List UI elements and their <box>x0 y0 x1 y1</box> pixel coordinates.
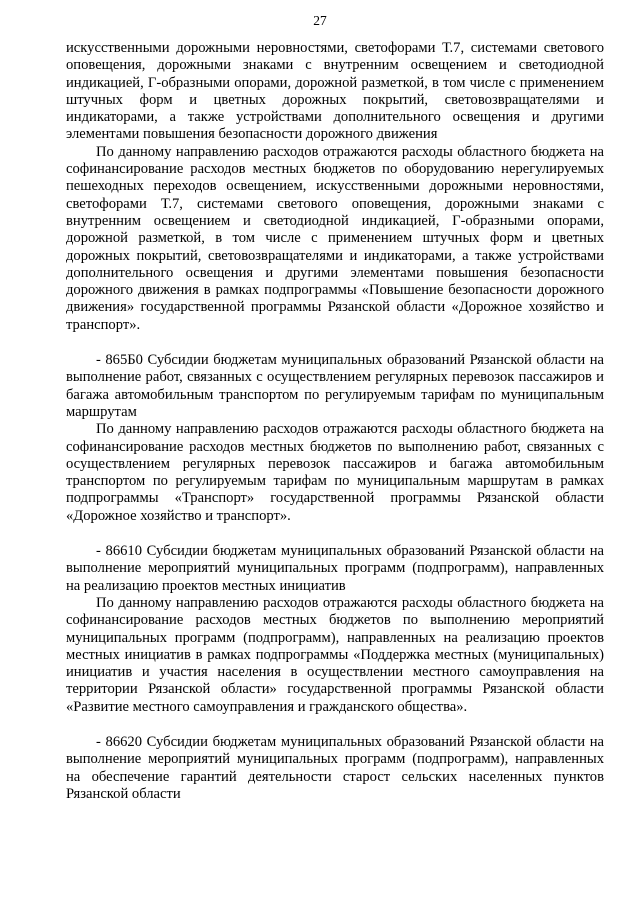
section-gap <box>66 525 604 543</box>
paragraph-expense-description: По данному направлению расходов отражаются расходы областного бюджета на софинансирование расходов местных бюджетов по выполнению мероприятий муниципальных программ (подпрограмм), направленных на реализацию проектов местных инициатив в рамках подпрограммы «Поддержка местных (муниципальных) инициатив и участия населения в осуществлении местного самоуправления на территории Рязанской области» государственной программы Рязанской области «Развитие местного самоуправления и гражданского общества». <box>66 594 604 715</box>
paragraph-expense-description: По данному направлению расходов отражаются расходы областного бюджета на софинансирование расходов местных бюджетов по выполнению работ, связанных с осуществлением регулярных перевозок пассажиров и багажа автомобильным транспортом по регулируемым тарифам по муниципальным маршрутам в рамках подпрограммы «Транспорт» государственной программы Рязанской области «Дорожное хозяйство и транспорт». <box>66 421 604 524</box>
paragraph-item-86620: - 86620 Субсидии бюджетам муниципальных образований Рязанской области на выполнение мероприятий муниципальных программ (подпрограмм), направленных на обеспечение гарантий деятельности старост сельских населенных пунктов Рязанской области <box>66 733 604 802</box>
paragraph-item-86610: - 86610 Субсидии бюджетам муниципальных образований Рязанской области на выполнение мероприятий муниципальных программ (подпрограмм), направленных на реализацию проектов местных инициатив <box>66 543 604 594</box>
paragraph-continuation: искусственными дорожными неровностями, светофорами Т.7, системами светового оповещения, дорожными знаками с внутренним освещением и светодиодной индикацией, Г-образными опорами, дорожной разметкой, в том числе с применением штучных форм и цветных дорожных покрытий, световозвращателями и индикаторами, а также устройствами дополнительного освещения и другими элементами повышения безопасности дорожного движения <box>66 40 604 143</box>
section-gap <box>66 716 604 734</box>
paragraph-item-865b0: - 865Б0 Субсидии бюджетам муниципальных образований Рязанской области на выполнение работ, связанных с осуществлением регулярных перевозок пассажиров и багажа автомобильным транспортом по регулируемым тарифам по муниципальным маршрутам <box>66 352 604 420</box>
page-number: 27 <box>313 13 327 28</box>
document-body <box>66 40 604 803</box>
paragraph-expense-description: По данному направлению расходов отражаются расходы областного бюджета на софинансирование расходов местных бюджетов по оборудованию нерегулируемых пешеходных переходов освещением, искусственными дорожными неровностями, светофорами Т.7, системами светового оповещения, дорожными знаками с внутренним освещением и светодиодной индикацией, Г-образными опорами, дорожной разметкой, в том числе с применением штучных форм и цветных дорожных покрытий, световозвращателями и индикаторами, а также устройствами дополнительного освещения и другими элементами повышения безопасности дорожного движения в рамках подпрограммы «Повышение безопасности дорожного движения» государственной программы Рязанской области «Дорожное хозяйство и транспорт». <box>66 143 604 333</box>
section-gap <box>66 334 604 352</box>
